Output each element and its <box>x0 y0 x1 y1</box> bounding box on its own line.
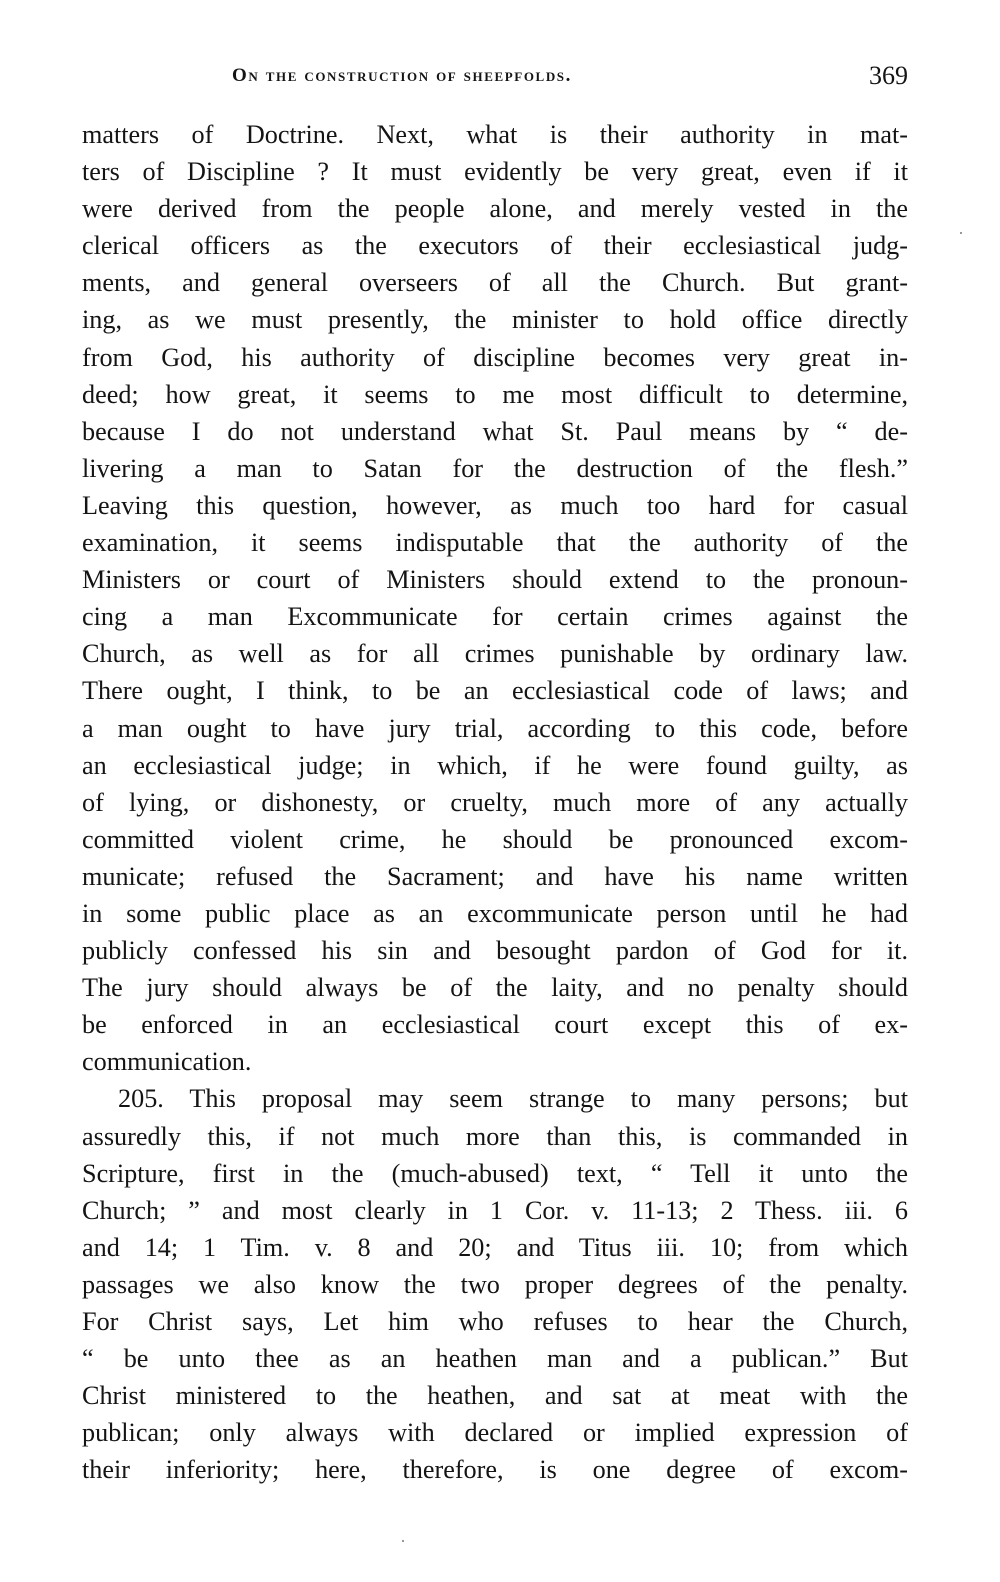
text-line: There ought, I think, to be an ecclesiastical code of laws; and <box>82 676 908 706</box>
text-line: assuredly this, if not much more than this, is commanded in <box>82 1121 908 1151</box>
text-line: ments, and general overseers of all the Church. But grant- <box>82 268 908 298</box>
paragraph-start-205: 205. This proposal may seem strange to many persons; but <box>118 1084 908 1114</box>
text-line: deed; how great, it seems to me most difficult to determine, <box>82 379 908 409</box>
text-line: because I do not understand what St. Paul means by “ de- <box>82 416 908 446</box>
text-line: municate; refused the Sacrament; and have his name written <box>82 861 908 891</box>
text-line: The jury should always be of the laity, and no penalty should <box>82 973 908 1003</box>
running-head <box>82 60 908 92</box>
text-line: their inferiority; here, therefore, is one degree of excom- <box>82 1455 908 1485</box>
text-line: Church; ” and most clearly in 1 Cor. v. 11-13; 2 Thess. iii. 6 <box>82 1195 908 1225</box>
text-line: from God, his authority of discipline becomes very great in- <box>82 342 908 372</box>
text-line: an ecclesiastical judge; in which, if he were found guilty, as <box>82 750 908 780</box>
text-line: publicly confessed his sin and besought pardon of God for it. <box>82 936 908 966</box>
scan-speck <box>402 1540 404 1542</box>
text-line: For Christ says, Let him who refuses to hear the Church, <box>82 1307 908 1336</box>
text-line: Church, as well as for all crimes punishable by ordinary law. <box>82 639 908 669</box>
text-line: and 14; 1 Tim. v. 8 and 20; and Titus iii. 10; from which <box>82 1232 908 1262</box>
running-title: On the construction of sheepfolds. <box>232 65 572 86</box>
text-line: committed violent crime, he should be pronounced excom- <box>82 824 908 854</box>
text-line: passages we also know the two proper degrees of the penalty. <box>82 1269 908 1299</box>
text-line: Ministers or court of Ministers should extend to the pronoun- <box>82 565 908 595</box>
text-line: Christ ministered to the heathen, and sat at meat with the <box>82 1381 908 1411</box>
text-line: Scripture, first in the (much-abused) text, “ Tell it unto the <box>82 1158 908 1188</box>
text-line: were derived from the people alone, and merely vested in the <box>82 194 908 224</box>
text-line: “ be unto thee as an heathen man and a publican.” But <box>82 1344 908 1374</box>
text-line: of lying, or dishonesty, or cruelty, much more of any actually <box>82 787 908 817</box>
text-line: livering a man to Satan for the destruction of the flesh.” <box>82 453 908 483</box>
body-text <box>82 116 908 1488</box>
text-line: cing a man Excommunicate for certain crimes against the <box>82 602 908 632</box>
text-line: Leaving this question, however, as much too hard for casual <box>82 490 908 520</box>
text-line: clerical officers as the executors of their ecclesiastical judg- <box>82 231 908 261</box>
text-line: communication. <box>82 1047 252 1077</box>
text-line: publican; only always with declared or implied expression of <box>82 1418 908 1448</box>
text-line: a man ought to have jury trial, according to this code, before <box>82 713 908 743</box>
text-line: matters of Doctrine. Next, what is their authority in mat- <box>82 120 908 149</box>
scan-speck <box>960 232 962 234</box>
text-line: ters of Discipline ? It must evidently be very great, even if it <box>82 157 908 187</box>
page-number: 369 <box>869 61 908 90</box>
text-line: in some public place as an excommunicate person until he had <box>82 898 908 928</box>
text-line: examination, it seems indisputable that the authority of the <box>82 528 908 558</box>
text-line: ing, as we must presently, the minister to hold office directly <box>82 305 908 335</box>
text-line: be enforced in an ecclesiastical court except this of ex- <box>82 1010 908 1040</box>
